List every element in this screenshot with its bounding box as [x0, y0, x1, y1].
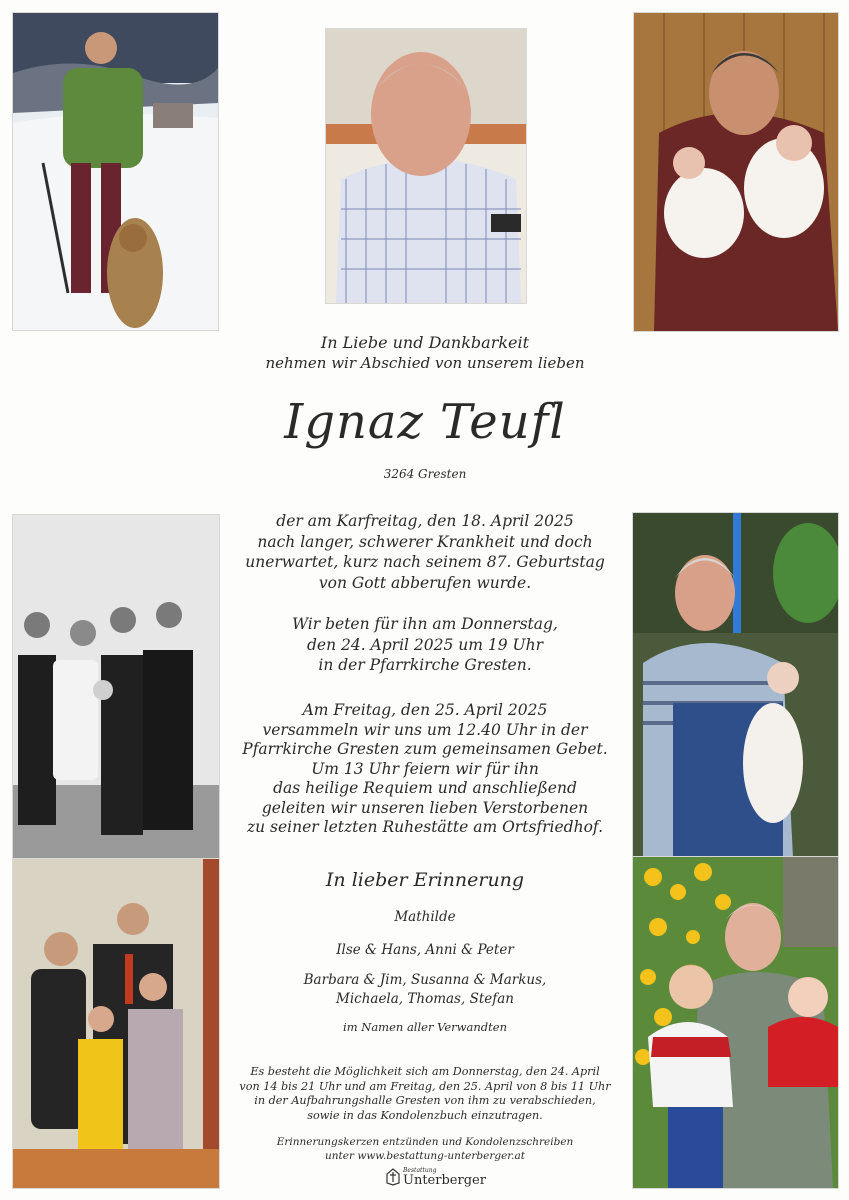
text-line: zu seiner letzten Ruhestätte am Ortsfriedhof.	[246, 818, 604, 836]
deceased-name: Ignaz Teufl	[284, 394, 566, 450]
photo-man-with-dog-in-snow	[12, 12, 219, 331]
text-line: das heilige Requiem und anschließend	[273, 779, 577, 797]
text-line: versammeln wir uns um 12.40 Uhr in der	[262, 720, 588, 739]
text-line: Am Freitag, den 25. April 2025	[302, 701, 548, 719]
text-line: unerwartet, kurz nach seinem 87. Geburtstag	[245, 553, 605, 571]
text-line: sowie in das Kondolenzbuch einzutragen.	[307, 1108, 543, 1122]
online-condolence-info	[225, 1136, 625, 1163]
portrait-photo	[325, 28, 527, 304]
funeral-home-logo	[385, 1165, 486, 1191]
text-line: Erinnerungskerzen entzünden und Kondolenzschreiben	[276, 1136, 574, 1148]
text-line: nach langer, schwerer Krankheit und doch	[257, 532, 593, 551]
text-line: Wir beten für ihn am Donnerstag,	[292, 615, 558, 633]
mourner-names-1: Mathilde	[394, 909, 456, 925]
text-line: geleiten wir unseren lieben Verstorbenen	[261, 798, 589, 817]
text-line: in der Aufbahrungshalle Gresten von ihm zu verabschieden,	[254, 1094, 596, 1108]
text-line: in der Pfarrkirche Gresten.	[318, 656, 532, 674]
relatives-note: im Namen aller Verwandten	[343, 1020, 507, 1034]
text-line: Barbara & Jim, Susanna & Markus,	[303, 972, 547, 988]
visitation-info	[225, 1065, 625, 1123]
photo-grandfather-with-twins	[633, 12, 839, 332]
deceased-place: 3264 Gresten	[383, 467, 467, 481]
memory-heading: In lieber Erinnerung	[325, 869, 525, 891]
photo-grandfather-with-baby-garden	[632, 512, 839, 858]
text-line: Um 13 Uhr feiern wir für ihn	[311, 759, 539, 778]
text-line: Michaela, Thomas, Stefan	[336, 991, 514, 1007]
logo-title: Unterberger	[403, 1173, 486, 1188]
logo-emblem-icon	[385, 1168, 401, 1186]
death-announcement-paragraph	[225, 511, 625, 593]
intro-line-2: nehmen wir Abschied von unserem lieben	[265, 354, 585, 372]
prayer-paragraph	[225, 614, 625, 676]
funeral-paragraph	[225, 701, 625, 838]
intro-text	[225, 333, 625, 373]
mourner-names-2: Ilse & Hans, Anni & Peter	[336, 942, 514, 958]
text-line: den 24. April 2025 um 19 Uhr	[306, 635, 544, 654]
photo-grandfather-with-grandchildren	[632, 856, 839, 1189]
text-line: Pfarrkirche Gresten zum gemeinsamen Gebet.	[242, 740, 608, 758]
photo-family-portrait	[12, 858, 220, 1189]
mourner-names-3	[225, 971, 625, 1009]
photo-wedding-black-white	[12, 514, 220, 860]
text-line: von Gott abberufen wurde.	[318, 573, 532, 592]
text-line: von 14 bis 21 Uhr und am Freitag, den 25. April von 8 bis 11 Uhr	[239, 1079, 611, 1093]
text-line: Es besteht die Möglichkeit sich am Donnerstag, den 24. April	[250, 1065, 600, 1078]
website-link[interactable]: unter www.bestattung-unterberger.at	[325, 1149, 525, 1162]
logo-subtitle: Bestattung	[403, 1167, 437, 1174]
text-line: der am Karfreitag, den 18. April 2025	[276, 512, 574, 530]
intro-line-1: In Liebe und Dankbarkeit	[320, 333, 530, 352]
